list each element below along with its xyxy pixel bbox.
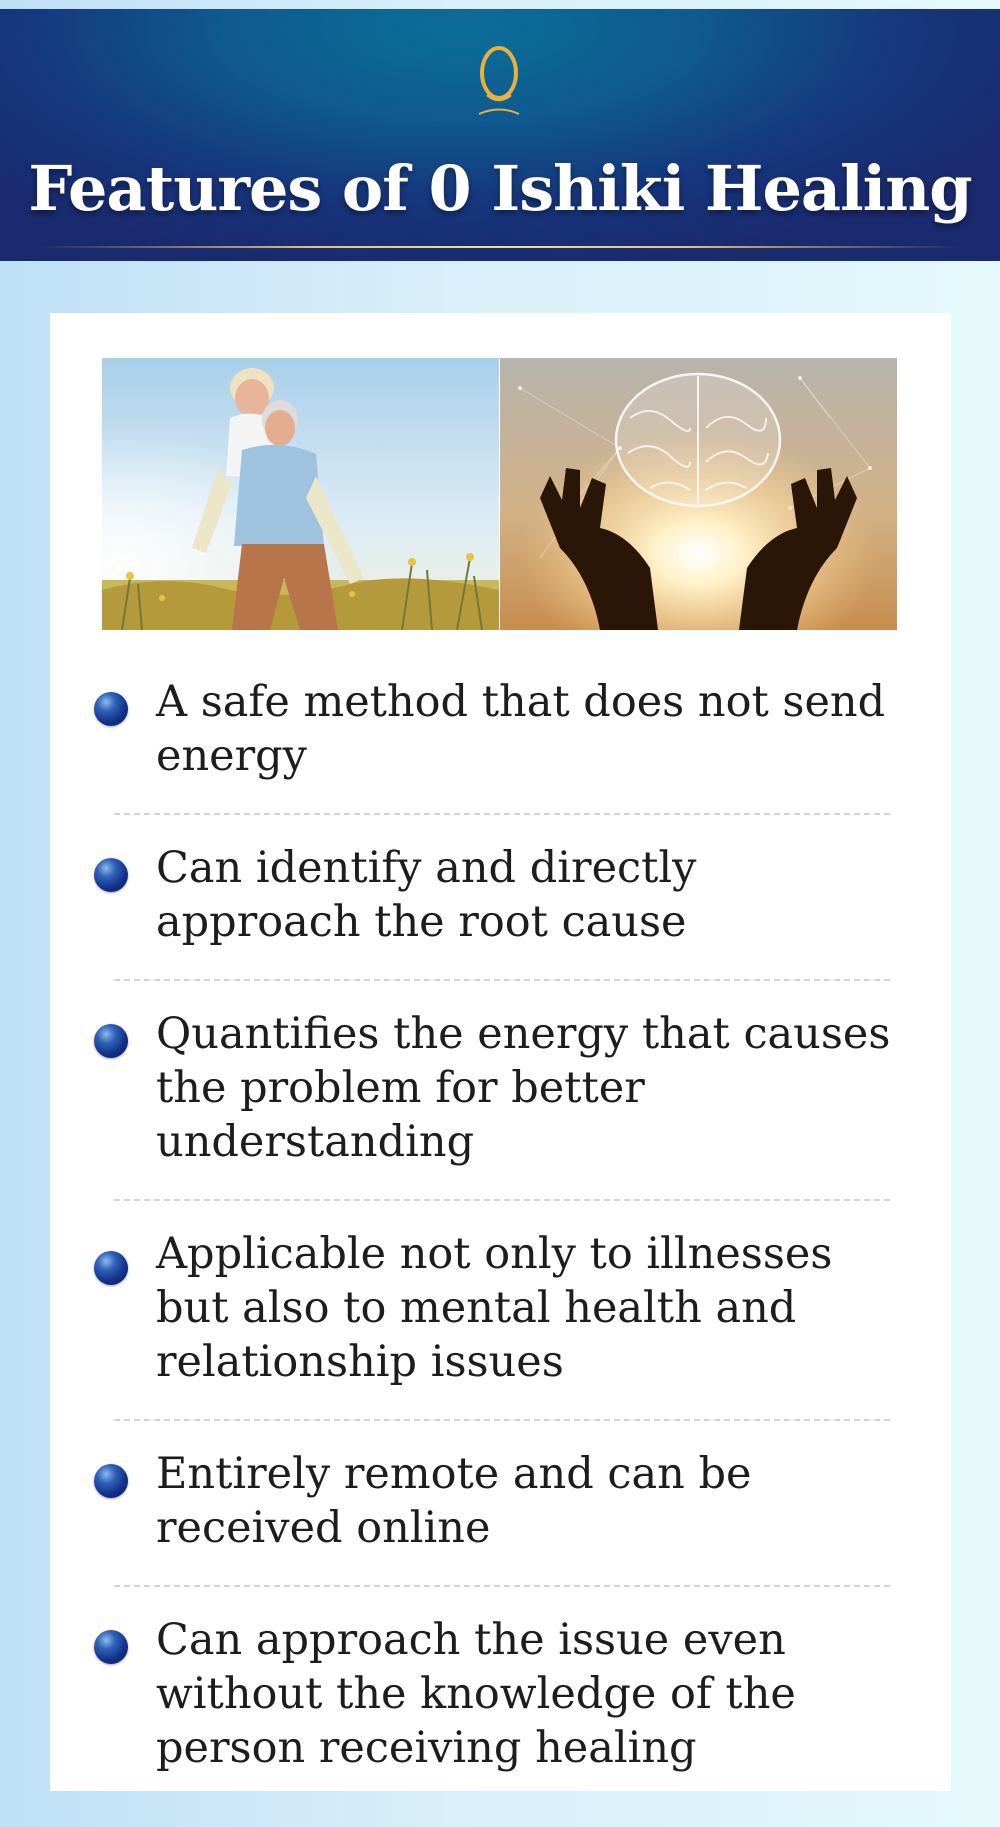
feature-item bbox=[90, 1447, 910, 1555]
dashed-divider bbox=[114, 979, 890, 981]
dashed-divider bbox=[114, 1419, 890, 1421]
logo-icon bbox=[473, 39, 525, 121]
bullet-sphere-icon bbox=[94, 1251, 128, 1285]
bullet-sphere-icon bbox=[94, 1630, 128, 1664]
photo-hands-brain bbox=[500, 358, 897, 630]
photo-strip bbox=[102, 358, 897, 630]
header-banner bbox=[0, 9, 1000, 261]
feature-item bbox=[90, 841, 910, 949]
dashed-divider bbox=[114, 813, 890, 815]
feature-item bbox=[90, 1613, 910, 1775]
bullet-sphere-icon bbox=[94, 1464, 128, 1498]
feature-text: Can approach the issue even without the knowledge of the person receiving healing bbox=[156, 1615, 796, 1773]
feature-text: Applicable not only to illnesses but also to mental health and relationship issues bbox=[156, 1229, 833, 1387]
dashed-divider bbox=[114, 1585, 890, 1587]
gold-divider bbox=[40, 246, 960, 248]
features-card bbox=[50, 313, 951, 1791]
feature-item bbox=[90, 1007, 910, 1169]
bullet-sphere-icon bbox=[94, 858, 128, 892]
feature-text: Quantifies the energy that causes the problem for better understanding bbox=[156, 1009, 891, 1167]
feature-text: Entirely remote and can be received online bbox=[156, 1449, 752, 1553]
feature-item bbox=[90, 675, 910, 783]
bullet-sphere-icon bbox=[94, 1024, 128, 1058]
feature-text: Can identify and directly approach the root cause bbox=[156, 843, 697, 947]
photo-elderly-couple bbox=[102, 358, 499, 630]
feature-list bbox=[90, 675, 910, 1775]
feature-item bbox=[90, 1227, 910, 1389]
bullet-sphere-icon bbox=[94, 692, 128, 726]
page-title: Features of 0 Ishiki Healing bbox=[28, 152, 972, 225]
dashed-divider bbox=[114, 1199, 890, 1201]
feature-text: A safe method that does not send energy bbox=[156, 677, 886, 781]
